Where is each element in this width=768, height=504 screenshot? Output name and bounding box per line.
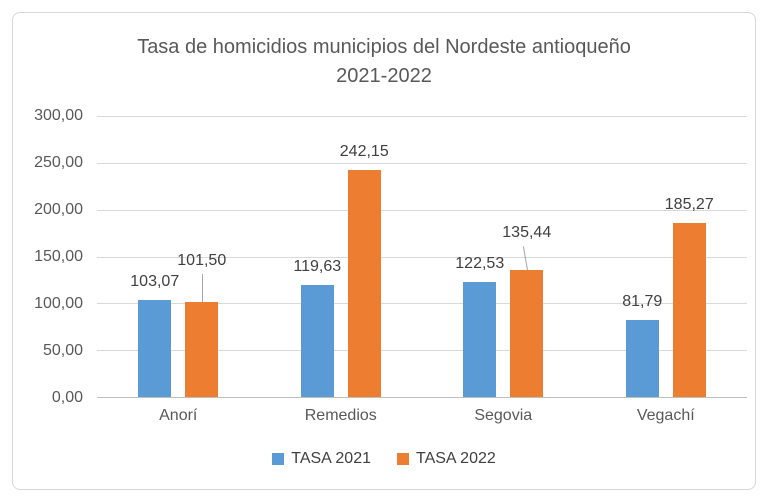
chart-frame bbox=[12, 12, 756, 490]
legend bbox=[13, 450, 755, 468]
bar-tasa-2021-vegachi bbox=[622, 293, 663, 397]
bar-group-vegachi bbox=[585, 116, 748, 397]
bar-value-label-tasa-2022-anori: 101,50 bbox=[177, 251, 227, 269]
label-leader-line-tasa-2022-anori bbox=[202, 274, 203, 302]
bar-tasa-2022-segovia bbox=[502, 224, 552, 397]
legend-swatch-tasa-2021 bbox=[272, 453, 284, 465]
y-tick-200: 200,00 bbox=[34, 200, 83, 218]
x-axis-labels bbox=[97, 407, 747, 425]
y-tick-0: 0,00 bbox=[51, 389, 83, 406]
legend-label-tasa-2021: TASA 2021 bbox=[291, 450, 371, 467]
label-leader-line-tasa-2022-segovia bbox=[523, 246, 528, 270]
bar-value-label-tasa-2021-anori: 103,07 bbox=[130, 273, 180, 291]
y-tick-300: 300,00 bbox=[34, 107, 83, 124]
legend-item-tasa-2022 bbox=[397, 450, 496, 468]
bar-tasa-2021-anori bbox=[130, 273, 180, 397]
y-tick-150: 150,00 bbox=[34, 248, 83, 265]
x-label-anori: Anorí bbox=[159, 407, 198, 424]
chart-title-line1: Tasa de homicidios municipios del Nordeste antioqueño bbox=[137, 36, 631, 58]
bar-value-label-tasa-2022-vegachi: 185,27 bbox=[664, 196, 714, 214]
y-tick-100: 100,00 bbox=[34, 295, 83, 312]
x-label-vegachi: Vegachí bbox=[636, 407, 695, 424]
chart-title bbox=[13, 33, 755, 91]
bar-group-segovia bbox=[422, 116, 585, 397]
x-label-segovia: Segovia bbox=[474, 407, 533, 424]
plot-area bbox=[97, 116, 747, 398]
bar-tasa-2021-segovia bbox=[455, 255, 505, 397]
bar-tasa-2021-remedios bbox=[293, 257, 342, 397]
x-label-remedios: Remedios bbox=[304, 407, 377, 424]
y-tick-250: 250,00 bbox=[34, 154, 83, 171]
bar-tasa-2022-remedios bbox=[339, 143, 389, 397]
bar-value-label-tasa-2021-remedios: 119,63 bbox=[293, 257, 342, 275]
bar-value-label-tasa-2022-segovia: 135,44 bbox=[502, 224, 552, 242]
y-axis-tick-labels bbox=[13, 107, 87, 406]
bar-group-remedios bbox=[260, 116, 423, 397]
bar-tasa-2022-vegachi bbox=[664, 196, 714, 397]
legend-item-tasa-2021 bbox=[272, 450, 371, 468]
y-tick-50: 50,00 bbox=[42, 341, 83, 359]
bar-group-anori bbox=[97, 116, 260, 397]
bar-value-label-tasa-2022-remedios: 242,15 bbox=[339, 143, 389, 161]
bar-value-label-tasa-2021-vegachi: 81,79 bbox=[622, 293, 663, 311]
legend-label-tasa-2022: TASA 2022 bbox=[416, 450, 496, 467]
chart-title-line2: 2021-2022 bbox=[336, 65, 432, 87]
bar-value-label-tasa-2021-segovia: 122,53 bbox=[455, 255, 505, 273]
legend-swatch-tasa-2022 bbox=[397, 453, 409, 465]
bar-tasa-2022-anori bbox=[177, 251, 227, 397]
